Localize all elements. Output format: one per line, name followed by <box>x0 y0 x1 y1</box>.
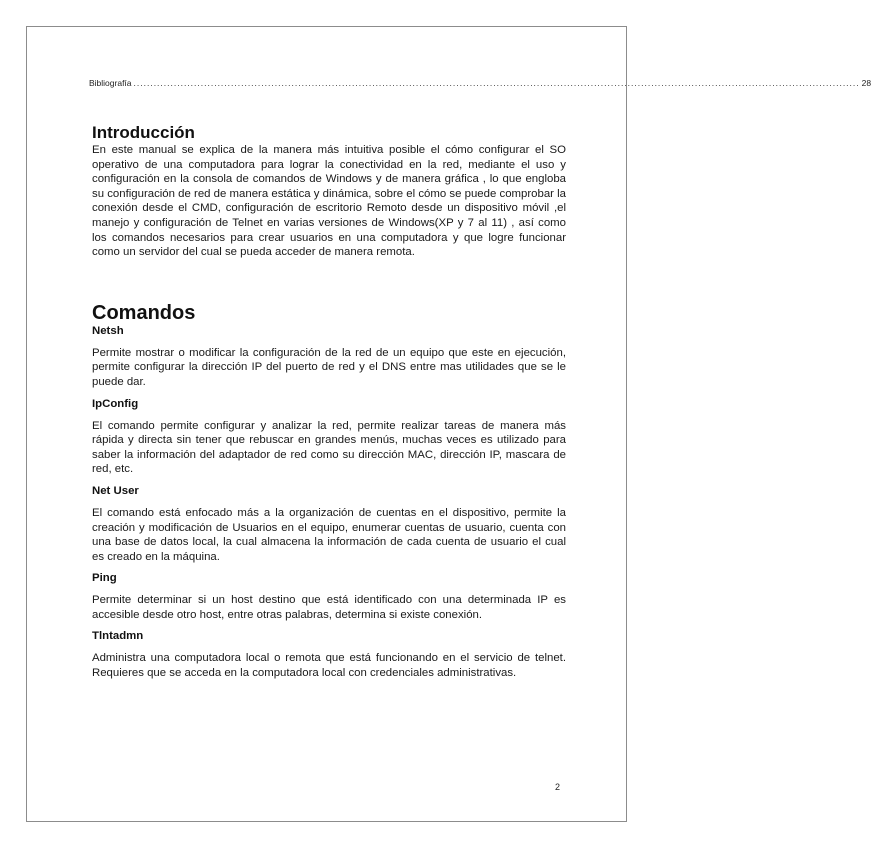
command-heading-ping: Ping <box>92 572 117 585</box>
command-heading-tlntadmn: Tlntadmn <box>92 630 144 643</box>
intro-paragraph: En este manual se explica de la manera más intuitiva posible el cómo configurar el SO operativo de una computadora para lograr la conectividad en la red, mediante el uso y configuración en la consola de comandos de Windows y de manera gráfica , lo que engloba su configuración de red de manera estática y dinámica, sobre el cómo se puede comprobar la conexión desde el CMD, configuración de escritorio Remoto desde un dispositivo móvil ,el manejo y configuración de Telnet en varias versiones de Windows(XP y 7 al 11) , así como los comandos necesarios para crear usuarios en una computadora y que logre funcionar como un servidor del cual se pueda acceder de manera remota. <box>92 144 566 259</box>
command-description-ipconfig: El comando permite configurar y analizar la red, permite realizar tareas de manera más rápida y directa sin tener que rebuscar en grandes menús, muchas veces es utilizado para saber la información del adaptador de red como su dirección MAC, dirección IP, mascara de red, etc. <box>92 419 566 476</box>
toc-entry-label: Bibliografía <box>89 78 132 88</box>
command-description-tlntadmn: Administra una computadora local o remota que está funcionando en el servicio de telnet. Requieres que se acceda en la computadora local con credenciales administrativas. <box>92 652 566 680</box>
command-description-ping: Permite determinar si un host destino que está identificado con una determinada IP es accesible desde otro host, entre otras palabras, determina si existe conexión. <box>92 594 566 621</box>
command-heading-ipconfig: IpConfig <box>92 397 139 410</box>
command-heading-net-user: Net User <box>92 484 139 497</box>
command-description-netsh: Permite mostrar o modificar la configuración de la red de un equipo que este en ejecución, permite configurar la dirección IP del puerto de red y el DNS entre mas utilidades que se le puede dar. <box>92 346 566 388</box>
toc-entry[interactable] <box>89 78 871 88</box>
page-number: 2 <box>555 782 561 792</box>
toc-leader-dots: ........................................................................................................................................................................................................................ <box>133 78 860 88</box>
commands-heading: Comandos <box>92 301 196 324</box>
page-content <box>92 123 566 681</box>
command-description-net-user: El comando está enfocado más a la organización de cuentas en el dispositivo, permite la creación y modificación de Usuarios en el equipo, enumerar cuentas de usuario, cuenta con una base de datos local, la cual almacena la información de cada cuenta de usuario el cual es creado en la máquina. <box>92 506 566 563</box>
command-heading-netsh: Netsh <box>92 324 124 337</box>
intro-heading: Introducción <box>92 123 195 142</box>
toc-entry-page: 28 <box>861 78 871 88</box>
document-page <box>26 26 871 822</box>
